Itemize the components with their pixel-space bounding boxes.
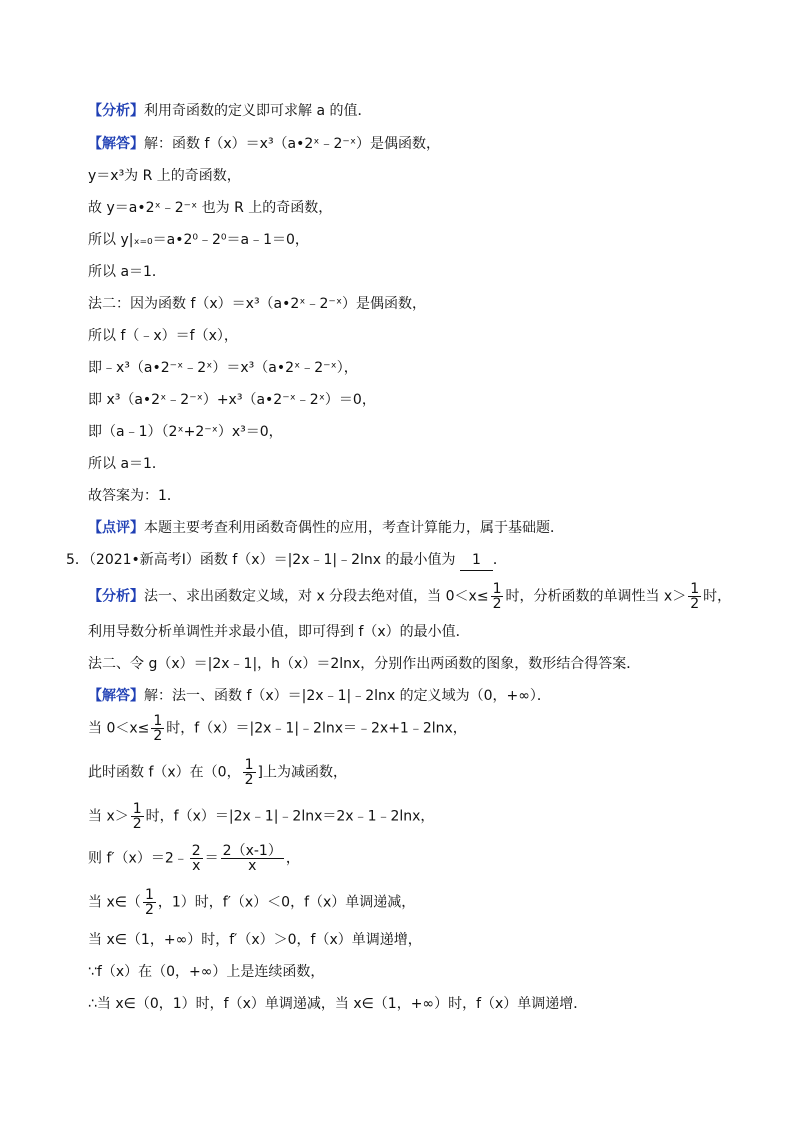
fraction-numerator: 2（x-1） bbox=[222, 843, 282, 859]
q5-solution-9: ∴当 x∈（0，1）时，f（x）单调递减，当 x∈（1，+∞）时，f（x）单调递增． bbox=[88, 996, 588, 1012]
fraction-numerator: 1 bbox=[690, 581, 700, 597]
fraction-denominator: 2 bbox=[132, 816, 142, 832]
q4-step-10: 即（a﹣1）（2ˣ+2⁻ˣ）x³＝0， bbox=[88, 424, 283, 440]
q4-step-5: 所以 a＝1． bbox=[88, 264, 166, 280]
fraction-denominator: x bbox=[248, 858, 257, 874]
q5-answer-blank: 1 bbox=[460, 550, 493, 571]
comment-tag: 【点评】 bbox=[88, 520, 144, 536]
fraction-denominator: 2 bbox=[153, 728, 163, 744]
fraction-numerator: 2 bbox=[191, 843, 201, 859]
q4-step-1: 解：函数 f（x）＝x³（a•2ˣ﹣2⁻ˣ）是偶函数， bbox=[144, 136, 441, 152]
fraction-denominator: 2 bbox=[144, 902, 154, 918]
analysis-tag: 【分析】 bbox=[88, 588, 144, 605]
analysis-tag: 【分析】 bbox=[88, 103, 144, 119]
answer-tag: 【解答】 bbox=[88, 688, 144, 704]
q4-answer-line bbox=[88, 134, 440, 154]
q5-solution-7: 当 x∈（1，+∞）时，f′（x）＞0，f（x）单调递增， bbox=[88, 932, 422, 948]
q4-analysis-text: 利用奇函数的定义即可求解 a 的值． bbox=[144, 103, 372, 119]
q5-solution-5 bbox=[88, 844, 300, 873]
q5-solution-6 bbox=[88, 888, 415, 917]
q4-step-3: 故 y＝a•2ˣ﹣2⁻ˣ 也为 R 上的奇函数， bbox=[88, 200, 333, 216]
fraction-half bbox=[151, 714, 164, 743]
q4-comment-line bbox=[88, 518, 564, 538]
q5-answer-line bbox=[88, 686, 551, 706]
q5-solution-8: ∵f（x）在（0，+∞）上是连续函数， bbox=[88, 964, 325, 980]
q4-step-2: y＝x³为 R 上的奇函数， bbox=[88, 168, 241, 184]
q5-analysis-2: 利用导数分析单调性并求最小值，即可得到 f（x）的最小值． bbox=[88, 624, 470, 640]
fraction-half bbox=[688, 582, 701, 611]
fraction-half bbox=[143, 888, 156, 917]
q4-step-8: 即﹣x³（a•2⁻ˣ﹣2ˣ）＝x³（a•2ˣ﹣2⁻ˣ）， bbox=[88, 360, 358, 376]
q5-solution-5-pre: 则 f′（x）＝2﹣ bbox=[88, 850, 188, 867]
q5-analysis-text-3: 时， bbox=[703, 588, 732, 605]
q5-solution-2-pre: 当 0＜x≤ bbox=[88, 720, 150, 737]
q5-solution-2-post: 时，f（x）＝|2x﹣1|﹣2lnx＝﹣2x+1﹣2lnx， bbox=[166, 720, 467, 737]
q5-solution-6-post: ，1）时，f′（x）＜0，f（x）单调递减， bbox=[157, 894, 416, 911]
fraction-half bbox=[131, 802, 144, 831]
fraction-2-over-x bbox=[190, 844, 203, 873]
q5-stem-end: ． bbox=[492, 552, 507, 568]
equals-sign: ＝ bbox=[204, 850, 219, 867]
fraction-denominator: 2 bbox=[690, 596, 700, 612]
q5-stem bbox=[66, 550, 507, 571]
q4-analysis-line bbox=[88, 101, 371, 121]
fraction-half bbox=[491, 582, 504, 611]
q4-step-9: 即 x³（a•2ˣ﹣2⁻ˣ）+x³（a•2⁻ˣ﹣2ˣ）＝0， bbox=[88, 392, 376, 408]
q5-solution-6-pre: 当 x∈（ bbox=[88, 894, 141, 911]
q4-step-4: 所以 y|ₓ₌₀＝a•2⁰﹣2⁰＝a﹣1＝0， bbox=[88, 232, 309, 248]
fraction-numerator: 1 bbox=[244, 757, 254, 773]
q5-solution-5-post: ， bbox=[285, 850, 300, 867]
fraction-denominator: 2 bbox=[492, 596, 502, 612]
q4-step-6: 法二：因为函数 f（x）＝x³（a•2ˣ﹣2⁻ˣ）是偶函数， bbox=[88, 296, 427, 312]
q5-solution-3 bbox=[88, 758, 347, 787]
q4-step-7: 所以 f（﹣x）＝f（x）， bbox=[88, 328, 238, 344]
fraction-numerator: 1 bbox=[153, 713, 163, 729]
q5-solution-1: 解：法一、函数 f（x）＝|2x﹣1|﹣2lnx 的定义域为（0，+∞）． bbox=[144, 688, 551, 704]
q4-comment-text: 本题主要考查利用函数奇偶性的应用，考查计算能力，属于基础题． bbox=[144, 520, 564, 536]
q5-solution-3-post: ]上为减函数， bbox=[257, 764, 347, 781]
q5-solution-3-pre: 此时函数 f（x）在（0， bbox=[88, 764, 241, 781]
q5-solution-2 bbox=[88, 714, 467, 743]
q5-analysis-text-1: 法一、求出函数定义域，对 x 分段去绝对值，当 0＜x≤ bbox=[144, 588, 489, 605]
fraction-denominator: 2 bbox=[244, 772, 254, 788]
q4-step-11: 所以 a＝1． bbox=[88, 456, 166, 472]
q5-stem-text: 5．（2021•新高考Ⅰ）函数 f（x）＝|2x﹣1|﹣2lnx 的最小值为 bbox=[66, 552, 456, 568]
answer-tag: 【解答】 bbox=[88, 136, 144, 152]
q5-analysis-text-2: 时，分析函数的单调性当 x＞ bbox=[505, 588, 687, 605]
fraction-half bbox=[243, 758, 256, 787]
q5-solution-4-post: 时，f（x）＝|2x﹣1|﹣2lnx＝2x﹣1﹣2lnx， bbox=[145, 808, 435, 825]
q5-analysis-line bbox=[88, 582, 731, 611]
fraction-numerator: 1 bbox=[144, 887, 154, 903]
q5-solution-4 bbox=[88, 802, 434, 831]
fraction-denominator: x bbox=[192, 858, 201, 874]
fraction-derivative bbox=[221, 844, 284, 873]
q4-step-12: 故答案为：1． bbox=[88, 488, 181, 504]
q5-analysis-3: 法二、令 g（x）＝|2x﹣1|，h（x）＝2lnx，分别作出两函数的图象，数形结合得答案． bbox=[88, 656, 641, 672]
fraction-numerator: 1 bbox=[492, 581, 502, 597]
q5-solution-4-pre: 当 x＞ bbox=[88, 808, 129, 825]
fraction-numerator: 1 bbox=[132, 801, 142, 817]
